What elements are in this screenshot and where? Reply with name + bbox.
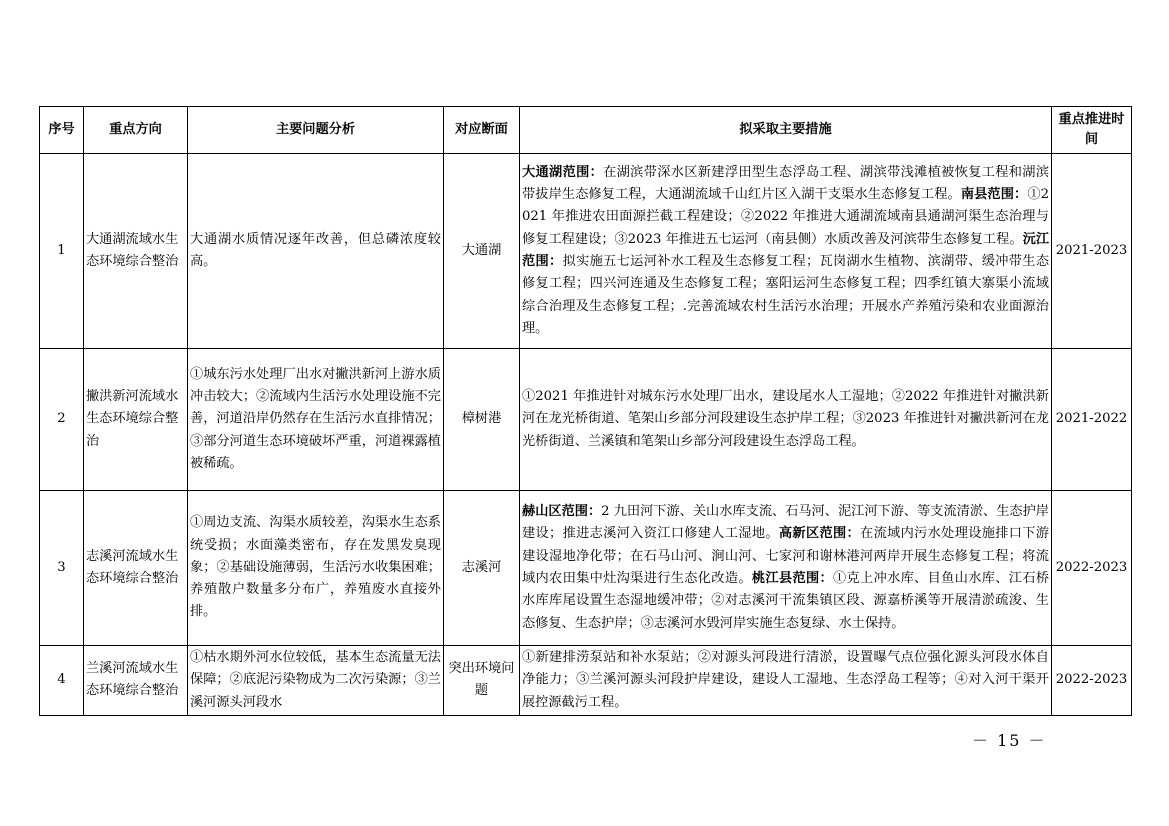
row-section: 志溪河 xyxy=(444,491,520,646)
measure-region-label: 高新区范围： xyxy=(778,526,861,542)
measure-region-label: 大通湖范围： xyxy=(522,164,604,180)
measure-region-label: 沅江范围： xyxy=(522,231,1050,269)
row-section: 樟树港 xyxy=(444,349,520,491)
page-number: － 15 － xyxy=(972,731,1047,750)
measure-region-label: 赫山区范围： xyxy=(522,504,602,520)
header-time: 重点推进时间 xyxy=(1052,107,1132,154)
row-direction: 兰溪河流域水生态环境综合整治 xyxy=(84,646,188,716)
row-section: 突出环境问题 xyxy=(444,646,520,716)
header-no: 序号 xyxy=(40,107,84,154)
row-analysis: ①周边支流、沟渠水质较差，沟渠水生态系统受损；水面藻类密布，存在发黑发臭现象；②基础设施薄弱，生活污水收集困难；养殖散户数量多分布广，养殖废水直接外排。 xyxy=(188,491,444,646)
row-number: 4 xyxy=(40,646,84,716)
table-row xyxy=(40,349,1132,491)
measure-text: 在湖滨带深水区新建浮田型生态浮岛工程、湖滨带浅滩植被恢复工程和湖滨带拔岸生态修复工程，大通湖流域千山红片区入湖干支渠水生态修复工程。 xyxy=(522,164,1050,203)
measure-text: 2 九田河下游、关山水库支流、石马河、泥江河下游、等支流清淤、生态护岸建设；推进志溪河入资江口修建人工湿地。 xyxy=(522,504,1049,542)
row-measures xyxy=(520,491,1052,646)
table-row xyxy=(40,491,1132,646)
measure-text: 在流域内污水处理设施排口下游建设湿地净化带；在石马山河、涧山河、七家河和谢林港河两岸开展生态修复工程；将流域内农田集中灶沟渠进行生态化改造。 xyxy=(522,526,1050,586)
row-analysis: ①城东污水处理厂出水对撇洪新河上游水质冲击较大；②流域内生活污水处理设施不完善，河道沿岸仍然存在生活污水直排情况；③部分河道生态环境破坏严重，河道裸露植被稀疏。 xyxy=(188,349,444,491)
header-analysis: 主要问题分析 xyxy=(188,107,444,154)
row-direction: 志溪河流域水生态环境综合整治 xyxy=(84,491,188,646)
row-direction: 大通湖流域水生态环境综合整治 xyxy=(84,154,188,349)
row-time: 2021-2023 xyxy=(1052,154,1132,349)
measures-table xyxy=(39,106,1132,716)
measure-text: ①2021 年推进农田面源拦截工程建设；②2022 年推进大通湖流域南县通湖河渠生态治理与修复工程建设；③2023 年推进五七运河（南县侧）水质改善及河滨带生态修复工程。 xyxy=(522,187,1050,247)
row-measures xyxy=(520,349,1052,491)
row-analysis: 大通湖水质情况逐年改善，但总磷浓度较高。 xyxy=(188,154,444,349)
measure-region-label: 南县范围： xyxy=(960,187,1028,203)
header-row xyxy=(40,107,1132,154)
table-row xyxy=(40,154,1132,349)
row-section: 大通湖 xyxy=(444,154,520,349)
header-measures: 拟采取主要措施 xyxy=(520,107,1052,154)
row-number: 3 xyxy=(40,491,84,646)
row-time: 2022-2023 xyxy=(1052,646,1132,716)
row-direction: 撇洪新河流域水生态环境综合整治 xyxy=(84,349,188,491)
row-analysis: ①枯水期外河水位较低，基本生态流量无法保障；②底泥污染物成为二次污染源；③兰溪河源头河段水 xyxy=(188,646,444,716)
row-time: 2022-2023 xyxy=(1052,491,1132,646)
table-row xyxy=(40,646,1132,716)
row-number: 2 xyxy=(40,349,84,491)
row-time: 2021-2022 xyxy=(1052,349,1132,491)
row-measures xyxy=(520,154,1052,349)
measure-text: ①克上冲水库、目鱼山水库、江石桥水库库尾设置生态湿地缓冲带；②对志溪河干流集镇区段、源嘉桥溪等开展清淤疏浚、生态修复、生态护岸；③志溪河水毁河岸实施生态复绿、水土保持。 xyxy=(522,571,1050,631)
header-direction: 重点方向 xyxy=(84,107,188,154)
measure-text: ①2021 年推进针对城东污水处理厂出水，建设尾水人工湿地；②2022 年推进针对撇洪新河在龙光桥街道、笔架山乡部分河段建设生态护岸工程；③2023 年推进针对撇洪新河在龙光桥街道、兰溪镇和笔架山乡部分河段建设生态浮岛工程。 xyxy=(522,389,1049,449)
measure-region-label: 桃江县范围： xyxy=(751,571,834,586)
measure-text: ①新建排涝泵站和补水泵站；②对源头河段进行清淤，设置曝气点位强化源头河段水体自净能力；③兰溪河源头河段护岸建设，建设人工湿地、生态浮岛工程等；④对入河干渠开展控源截污工程。 xyxy=(522,650,1049,710)
row-number: 1 xyxy=(40,154,84,349)
row-measures xyxy=(520,646,1052,716)
measure-text: 拟实施五七运河补水工程及生态修复工程；瓦岗湖水生植物、滨湖带、缓冲带生态修复工程；四兴河连通及生态修复工程；塞阳运河生态修复工程；四季红镇大寨渠小流域综合治理及生态修复工程；.完善流域农村生活污水治理；开展水产养殖污染和农业面源治理。 xyxy=(522,254,1050,336)
header-section: 对应断面 xyxy=(444,107,520,154)
